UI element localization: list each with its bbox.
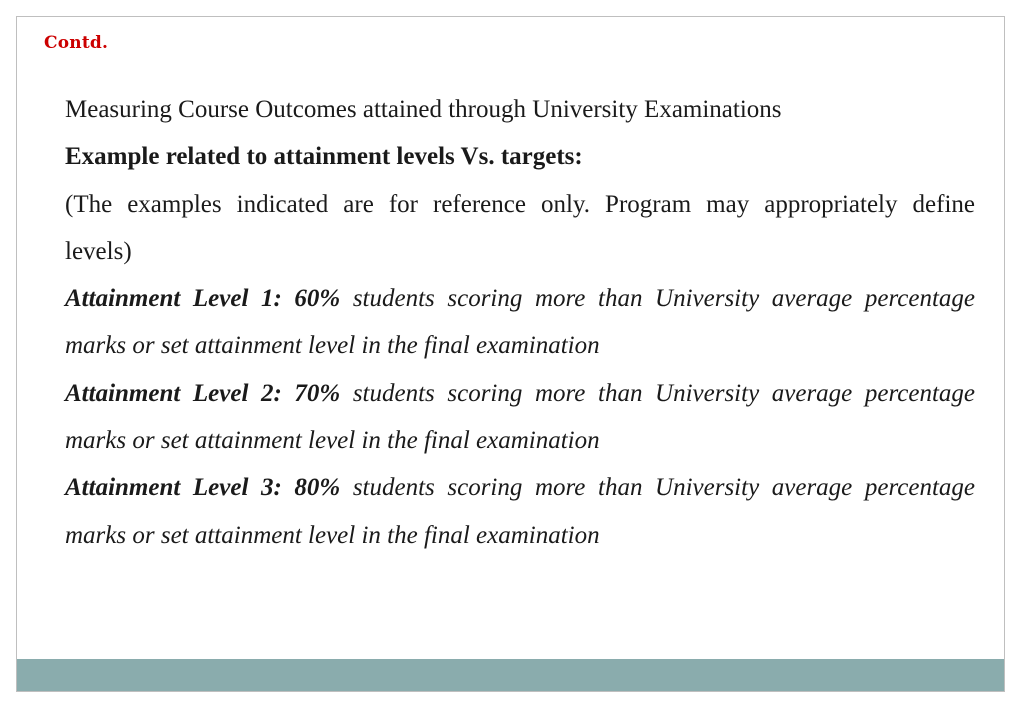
level-3-text-2: marks or set attainment level in the final examination [65,521,600,549]
level-3-label: Attainment Level 3: 80% [65,474,341,502]
level-1-line-1 [65,284,975,331]
note-line-2: levels) [65,237,132,265]
subtitle: Measuring Course Outcomes attained through University Examinations [65,96,782,123]
slide-title: Contd. [44,33,109,53]
note-line-1: (The examples indicated are for reference only. Program may appropriately define [65,190,975,218]
example-heading: Example related to attainment levels Vs. targets: [65,143,583,171]
level-2-text-1: students scoring more than University average percentage [352,379,975,407]
level-1-text-1: students scoring more than University average percentage [352,285,975,313]
slide [16,16,1005,692]
level-3-text-1: students scoring more than University average percentage [352,474,975,502]
level-3-line-1 [65,473,975,520]
slide-content [65,95,975,568]
level-1-text-2: marks or set attainment level in the final examination [65,332,600,360]
footer-bar [17,659,1004,691]
level-2-line-1 [65,379,975,426]
level-2-label: Attainment Level 2: 70% [65,379,341,407]
level-2-text-2: marks or set attainment level in the final examination [65,427,600,455]
level-1-label: Attainment Level 1: 60% [65,285,341,313]
